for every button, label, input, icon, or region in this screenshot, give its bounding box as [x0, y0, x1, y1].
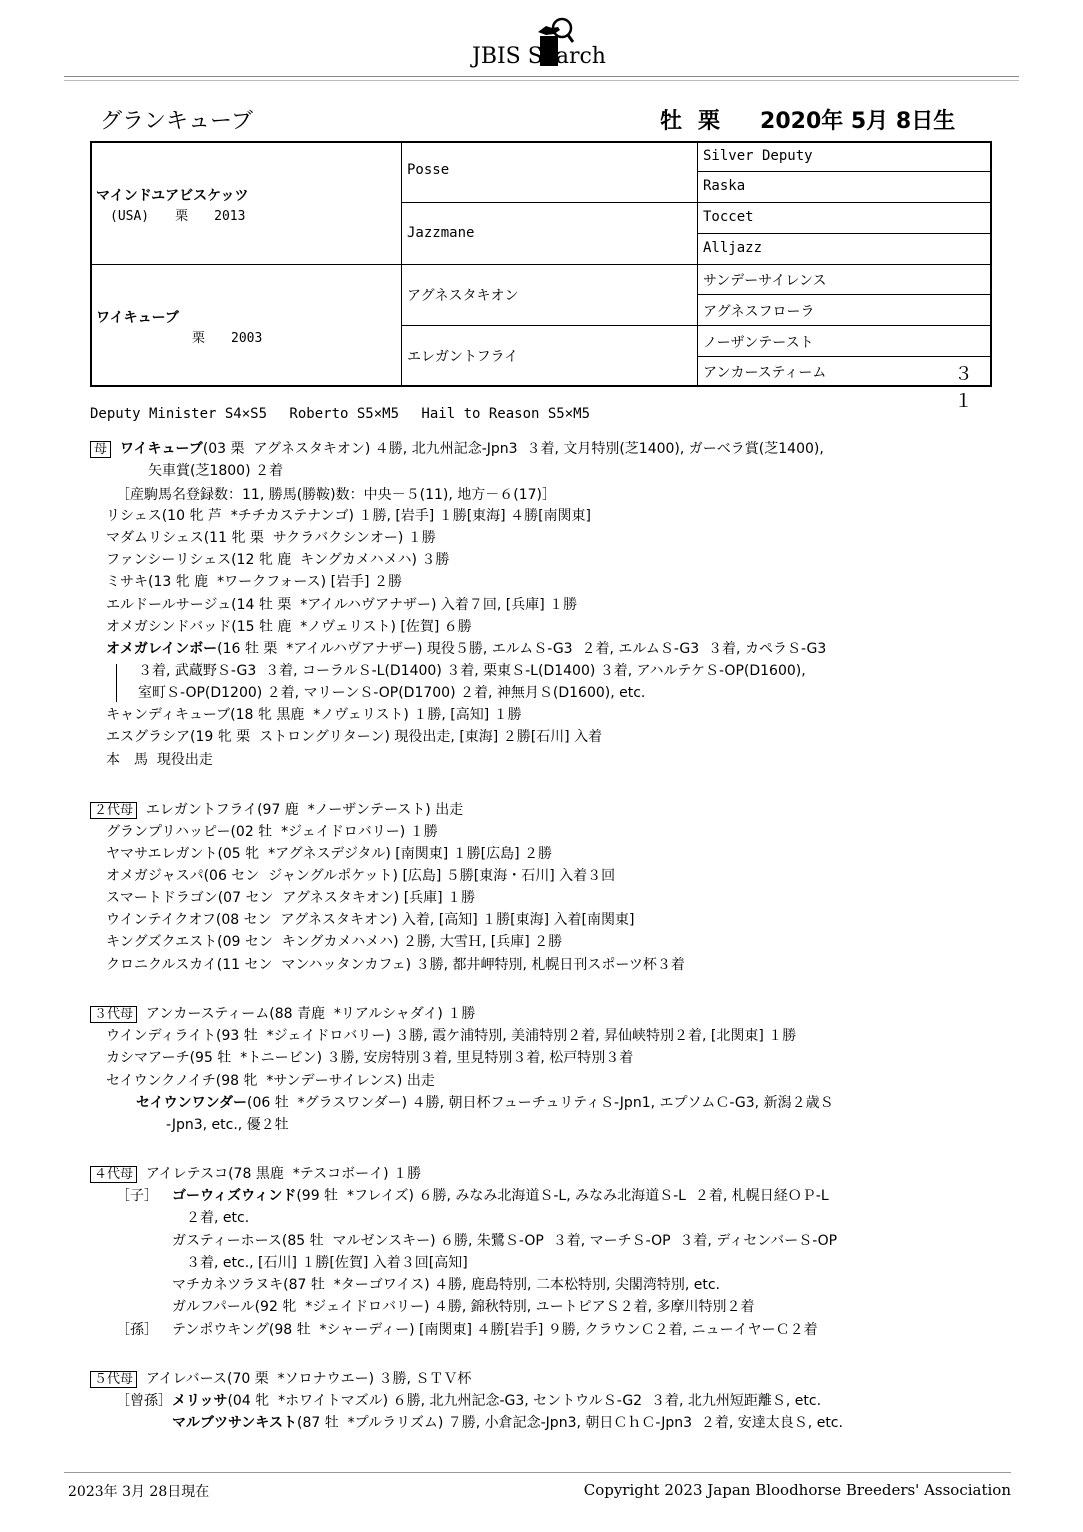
horse-info [660, 104, 971, 135]
family-line [106, 550, 449, 570]
generation-label: ４代母 [90, 1166, 137, 1183]
line-text: (04 牝 *ホワイトマズル) ６勝, 北九州記念-G3, セントウルＳ-G2 ３着, 北九州短距離Ｓ, etc. [227, 1393, 822, 1409]
footer-divider [64, 1472, 1011, 1473]
family-line [138, 661, 806, 681]
family-line [106, 727, 602, 747]
line-text: ミサキ(13 牝 鹿 *ワークフォース) [岩手] ２勝 [106, 574, 402, 590]
line-text: オメガシンドバッド(15 牡 鹿 *ノヴェリスト) [佐賀] ６勝 [106, 619, 472, 635]
gen3-8[interactable]: アンカースティーム [703, 365, 827, 381]
line-text: カシマアーチ(95 牡 *トニービン) ３勝, 安房特別３着, 里見特別３着, 松戸特別３着 [106, 1050, 634, 1066]
generation-label: ２代母 [90, 802, 137, 819]
jbis-logo[interactable] [470, 14, 640, 74]
line-text: (99 牡 *フレイズ) ６勝, みなみ北海道Ｓ-L, みなみ北海道Ｓ-L ２着, 札幌日経ＯＰ-L [296, 1188, 829, 1204]
line-text: -Jpn3, etc., 優２牡 [166, 1117, 289, 1133]
family-line [172, 1391, 821, 1411]
gen3-7[interactable]: ノーザンテースト [703, 335, 814, 351]
line-text: キングズクエスト(09 セン キングカメハメハ) ２勝, 大雪Ｈ, [兵庫] ２勝 [106, 934, 563, 950]
descendant-bracket [116, 664, 117, 702]
line-text: (16 牡 栗 *アイルハヴアナザー) 現役５勝, エルムＳ-G3 ２着, エルムＳ-G3 ３着, カペラＳ-G3 [217, 641, 827, 657]
line-text: ３着, etc., [石川] １勝[佐賀] 入着３回[高知] [186, 1255, 468, 1271]
line-text: ガルフパール(92 牝 *ジェイドロバリー) ４勝, 錦秋特別, ユートピアＳ２着, 多摩川特別２着 [172, 1299, 755, 1315]
line-text [111, 441, 120, 457]
notable-horse-name[interactable]: セイウンワンダー [136, 1095, 248, 1111]
logo-text: JBIS Search [472, 44, 606, 69]
generation-label: ３代母 [90, 1006, 137, 1023]
family-line [90, 1004, 475, 1025]
line-text: ３着, 武蔵野Ｓ-G3 ３着, コーラルＳ-L(D1400) ３着, 栗東Ｓ-L(D1400) ３着, アハルテケＳ-OP(D1600), [138, 663, 806, 679]
line-text: アイレバース(70 栗 *ソロナウエー) ３勝, ＳＴＶ杯 [137, 1371, 472, 1387]
family-line [106, 822, 438, 842]
pedigree-table [90, 141, 992, 412]
family-line [172, 1320, 818, 1340]
family-line [136, 1093, 834, 1113]
gen3-3[interactable]: Toccet [703, 209, 754, 225]
family-line [172, 1186, 829, 1206]
family-line [106, 955, 685, 975]
family-line [106, 750, 213, 770]
family-line [106, 639, 826, 659]
line-text: リシェス(10 牝 芦 *チチカステナンゴ) １勝, [岩手] １勝[東海] ４勝[南関東] [106, 508, 592, 524]
gen2-dam-dam[interactable]: エレガントフライ [407, 349, 519, 365]
gen3-1[interactable]: Silver Deputy [703, 148, 813, 164]
line-text: クロニクルスカイ(11 セン マンハッタンカフェ) ３勝, 都井岬特別, 札幌日刊スポーツ杯３着 [106, 957, 685, 973]
line-text: ガスティーホース(85 牡 マルゼンスキー) ６勝, 朱鷺Ｓ-OP ３着, マーチＳ-OP ３着, ディセンバーＳ-OP [172, 1233, 838, 1249]
family-line [106, 528, 436, 548]
line-text: オメガジャスパ(06 セン ジャングルポケット) [広島] ５勝[東海・石川] 入着３回 [106, 868, 616, 884]
family-line [186, 1253, 468, 1273]
family-line [106, 888, 475, 908]
gen3-4[interactable]: Alljazz [703, 240, 763, 256]
family-line [166, 1115, 289, 1135]
gen3-2[interactable]: Raska [703, 178, 746, 194]
line-text: ファンシーリシェス(12 牝 鹿 キングカメハメハ) ３勝 [106, 552, 450, 568]
line-text: マダムリシェス(11 牝 栗 サクラバクシンオー) １勝 [106, 530, 436, 546]
dam-info: 栗 2003 [192, 331, 263, 346]
family-line [106, 1071, 435, 1091]
line-text: (03 栗 アグネスタキオン) ４勝, 北九州記念-Jpn3 ３着, 文月特別(芝1400), ガーベラ賞(芝1400), [202, 441, 824, 457]
horse-birth: 2020年 5月 8日生 [760, 109, 956, 134]
family-line [116, 485, 556, 505]
gen2-sire-dam[interactable]: Jazzmane [407, 225, 475, 241]
horse-color: 栗 [698, 109, 721, 134]
line-text: 室町Ｓ-OP(D1200) ２着, マリーンＳ-OP(D1700) ２着, 神無月Ｓ(D1600), etc. [138, 685, 646, 701]
line-text: ヤマサエレガント(05 牝 *アグネスデジタル) [南関東] １勝[広島] ２勝 [106, 846, 553, 862]
family-line [106, 705, 522, 725]
line-text: ［孫］ [116, 1322, 158, 1338]
line-text: グランプリハッピー(02 牡 *ジェイドロバリー) １勝 [106, 824, 438, 840]
line-text: ［産駒馬名登録数：11, 勝馬(勝鞍)数：中央－５(11), 地方－６(17)］ [116, 487, 557, 503]
notable-horse-name[interactable]: ワイキューブ [119, 441, 203, 457]
line-text: アイレテスコ(78 黒鹿 *テスコボーイ) １勝 [137, 1166, 422, 1182]
line-text: エレガントフライ(97 鹿 *ノーザンテースト) 出走 [137, 802, 464, 818]
line-text: スマートドラゴン(07 セン アグネスタキオン) [兵庫] １勝 [106, 890, 476, 906]
family-line [106, 866, 615, 886]
horse-name: グランキューブ [100, 109, 253, 134]
line-text: (87 牡 *プルラリズム) ７勝, 小倉記念-Jpn3, 朝日ＣｈＣ-Jpn3 ２着, 安達太良Ｓ, etc. [297, 1415, 843, 1431]
line-text: アンカースティーム(88 青鹿 *リアルシャダイ) １勝 [137, 1006, 476, 1022]
line-text: マチカネツラヌキ(87 牡 *ターゴワイス) ４勝, 鹿島特別, 二本松特別, 尖閣湾特別, etc. [172, 1277, 720, 1293]
sire-info: (USA) 栗 2013 [110, 209, 246, 224]
gen3-5[interactable]: サンデーサイレンス [703, 273, 827, 289]
family-line [106, 1026, 796, 1046]
line-text: ［子］ [116, 1188, 158, 1204]
dam-name[interactable]: ワイキューブ [96, 310, 179, 326]
notable-horse-name[interactable]: オメガレインボー [106, 641, 218, 657]
family-line [172, 1275, 720, 1295]
family-line [106, 572, 402, 592]
generation-label: ５代母 [90, 1371, 137, 1388]
family-line [172, 1231, 837, 1251]
line-text: 矢車賞(芝1800) ２着 [148, 463, 284, 479]
notable-horse-name[interactable]: ゴーウィズウィンド [172, 1188, 297, 1204]
family-line [138, 683, 645, 703]
family-line [106, 932, 562, 952]
dam-cell [96, 307, 396, 346]
footer-copyright: Copyright 2023 Japan Bloodhorse Breeders' Association [583, 1481, 1011, 1499]
gen2-sire-sire[interactable]: Posse [407, 162, 450, 178]
family-line [90, 439, 824, 460]
gen3-6[interactable]: アグネスフローラ [703, 304, 815, 320]
sire-name[interactable]: マインドユアビスケッツ [96, 188, 249, 204]
header-divider-2 [64, 80, 1019, 81]
family-line [172, 1413, 843, 1433]
notable-horse-name[interactable]: メリッサ [172, 1393, 228, 1409]
header-divider [64, 76, 1019, 77]
line-text: (06 牡 *グラスワンダー) ４勝, 朝日杯フューチュリティＳ-Jpn1, エプソムＣ-G3, 新潟２歳Ｓ [247, 1095, 834, 1111]
horse-sex: 牡 [660, 109, 683, 134]
sire-cell [96, 185, 396, 224]
family-line [106, 844, 552, 864]
line-text: ウインディライト(93 牡 *ジェイドロバリー) ３勝, 霞ケ浦特別, 美浦特別２着, 昇仙峡特別２着, [北関東] １勝 [106, 1028, 797, 1044]
inbreeding-line: Deputy Minister S4×S5 Roberto S5×M5 Hail to Reason S5×M5 [90, 406, 591, 422]
line-text: セイウンクノイチ(98 牝 *サンデーサイレンス) 出走 [106, 1073, 435, 1089]
family-line [186, 1208, 249, 1228]
family-line [106, 595, 577, 615]
family-line [106, 910, 634, 930]
line-text: エルドールサージュ(14 牡 栗 *アイルハヴアナザー) 入着７回, [兵庫] １勝 [106, 597, 578, 613]
family-line [90, 800, 463, 821]
family-line [116, 1391, 172, 1411]
line-text: エスグラシア(19 牝 栗 ストロングリターン) 現役出走, [東海] ２勝[石川] 入着 [106, 729, 603, 745]
family-line [172, 1297, 755, 1317]
family-line [116, 1186, 158, 1206]
family-line [106, 617, 472, 637]
family-number: ３１ [954, 363, 974, 412]
line-text: ［曾孫］ [116, 1393, 172, 1409]
line-text: テンポウキング(98 牡 *シャーディー) [南関東] ４勝[岩手] ９勝, クラウンＣ２着, ニューイヤーＣ２着 [172, 1322, 818, 1338]
family-line [116, 1320, 158, 1340]
gen2-dam-sire[interactable]: アグネスタキオン [407, 288, 519, 304]
line-text: ウインテイクオフ(08 セン アグネスタキオン) 入着, [高知] １勝[東海] 入着[南関東] [106, 912, 635, 928]
line-text: 本 馬 現役出走 [106, 752, 213, 768]
family-line [90, 1164, 421, 1185]
line-text: キャンディキューブ(18 牝 黒鹿 *ノヴェリスト) １勝, [高知] １勝 [106, 707, 522, 723]
family-line [90, 1369, 471, 1390]
family-line [148, 461, 283, 481]
family-line [106, 506, 591, 526]
generation-label: 母 [90, 441, 111, 458]
family-line [106, 1048, 633, 1068]
line-text: ２着, etc. [186, 1210, 250, 1226]
notable-horse-name[interactable]: マルブツサンキスト [172, 1415, 298, 1431]
footer-date: 2023年 3月 28日現在 [68, 1484, 210, 1500]
